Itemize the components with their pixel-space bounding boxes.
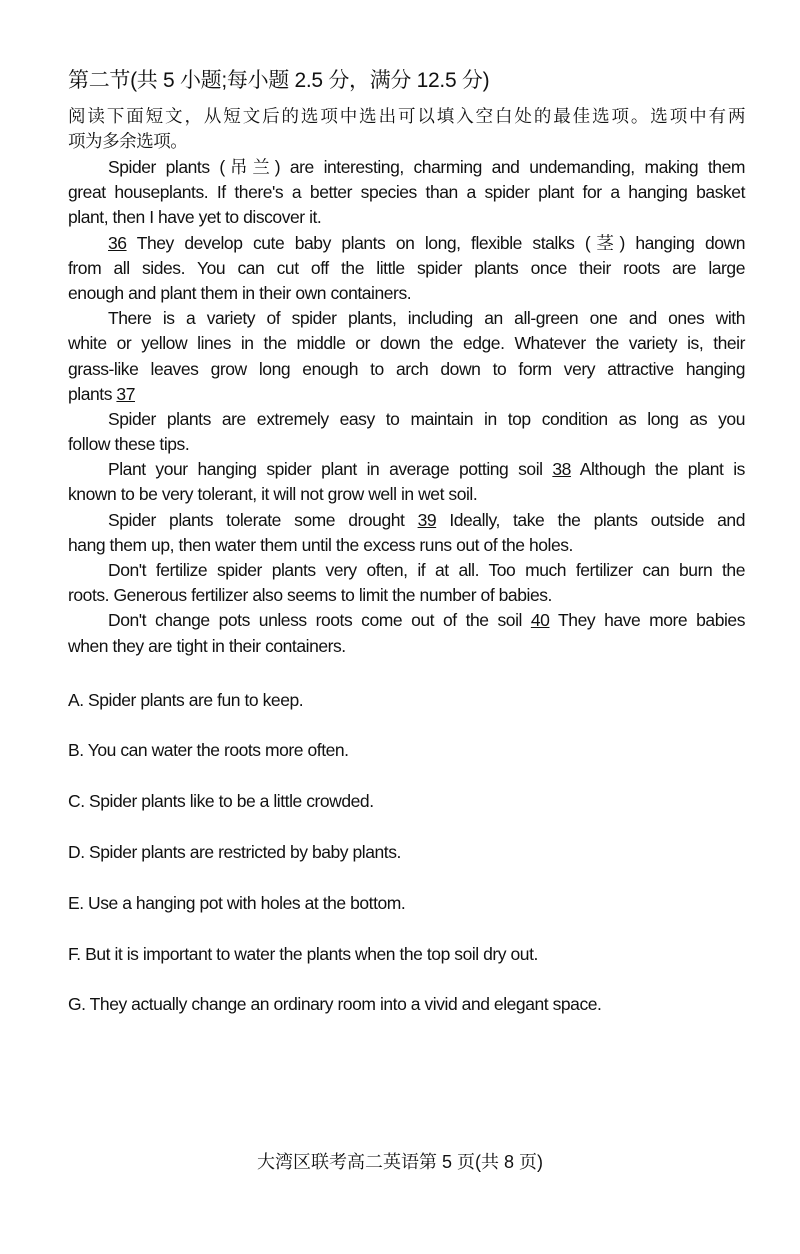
passage-line: There is a variety of spider plants, including an all-green one and ones with [108, 308, 745, 329]
blank-39: 39 [417, 509, 437, 530]
blank-38: 38 [552, 459, 571, 480]
passage-line [68, 608, 745, 633]
option-f: F. But it is important to water the plants when the top soil dry out. [68, 944, 538, 964]
option-g: G. They actually change an ordinary room into a vivid and elegant space. [68, 994, 602, 1014]
section-title: 第二节(共 5 小题;每小题 2.5 分，满分 12.5 分) [68, 69, 490, 92]
option-e: E. Use a hanging pot with holes at the bottom. [68, 893, 406, 913]
passage-line: Spider plants are extremely easy to maintain in top condition as long as you [108, 408, 745, 429]
text: They develop cute baby plants on long, flexible stalks (茎) hanging down [126, 232, 745, 253]
passage-line: Don't fertilize spider plants very often, if at all. Too much fertilizer can burn the [108, 560, 745, 580]
passage [68, 155, 745, 659]
passage-line [68, 382, 745, 407]
passage-line: when they are tight in their containers. [68, 635, 346, 656]
text: Plant your hanging spider plant in average potting soil [108, 459, 553, 480]
blank-37: 37 [116, 383, 135, 404]
text: plants [68, 383, 117, 404]
passage-line: follow these tips. [68, 434, 190, 455]
passage-line [68, 508, 745, 533]
instruction-line: 阅读下面短文，从短文后的选项中选出可以填入空白处的最佳选项。选项中有两 [68, 106, 745, 126]
option-d: D. Spider plants are restricted by baby plants. [68, 842, 401, 862]
blank-40: 40 [530, 610, 550, 631]
instruction-line: 项为多余选项。 [68, 131, 188, 152]
text: Spider plants tolerate some drought [108, 509, 418, 530]
option-a: A. Spider plants are fun to keep. [68, 690, 304, 710]
passage-line: known to be very tolerant, it will not grow well in wet soil. [68, 484, 478, 505]
passage-line: roots. Generous fertilizer also seems to limit the number of babies. [68, 585, 552, 606]
passage-line [68, 457, 745, 482]
passage-line: enough and plant them in their own containers. [68, 282, 412, 303]
text: Ideally, take the plants outside and [436, 509, 745, 530]
passage-line: plant, then I have yet to discover it. [68, 207, 322, 228]
text: Don't change pots unless roots come out of the soil [108, 610, 531, 631]
passage-line [68, 231, 745, 256]
passage-line: great houseplants. If there's a better species than a spider plant for a hanging basket [68, 182, 745, 203]
page-footer: 大湾区联考高二英语第 5 页(共 8 页) [256, 1152, 543, 1172]
text: Although the plant is [570, 459, 745, 480]
blank-36: 36 [108, 232, 127, 253]
passage-line: white or yellow lines in the middle or down the edge. Whatever the variety is, their [68, 333, 745, 354]
text: They have more babies [549, 610, 745, 631]
passage-line: grass-like leaves grow long enough to arch down to form very attractive hanging [68, 358, 745, 379]
passage-line: from all sides. You can cut off the little spider plants once their roots are large [68, 257, 745, 278]
instructions [68, 104, 745, 154]
option-c: C. Spider plants like to be a little crowded. [68, 791, 374, 811]
option-b: B. You can water the roots more often. [68, 740, 349, 760]
passage-line: hang them up, then water them until the excess runs out of the holes. [68, 534, 573, 555]
passage-line: Spider plants (吊兰) are interesting, charming and undemanding, making them [108, 157, 745, 177]
